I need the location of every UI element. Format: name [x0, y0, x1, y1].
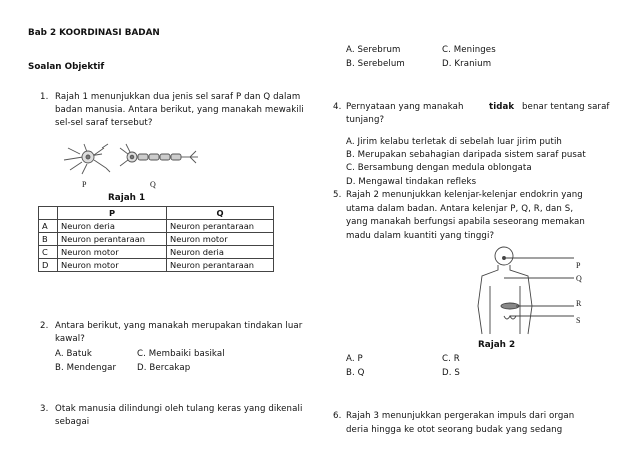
table-cell-p: Neuron motor — [58, 246, 167, 259]
q4-option-a[interactable]: A. Jirim kelabu terletak di sebelah luar jirim putih — [346, 137, 562, 147]
q5-text-line1: Rajah 2 menunjukkan kelenjar-kelenjar endokrin yang — [346, 190, 583, 200]
q2-option-a[interactable]: A. Batuk — [55, 349, 92, 359]
table-header-p: P — [58, 207, 167, 220]
table-header-blank — [39, 207, 58, 220]
q4-option-c[interactable]: C. Bersambung dengan medula oblongata — [346, 163, 532, 173]
q5-option-b[interactable]: B. Q — [346, 368, 365, 378]
q1-text-line2: badan manusia. Antara berikut, yang manakah mewakili — [55, 105, 304, 115]
q4-text-line1-start: Pernyataan yang manakah — [346, 102, 464, 112]
q4-option-d[interactable]: D. Mengawal tindakan refleks — [346, 177, 477, 187]
table-option-letter: A — [39, 220, 58, 233]
chapter-title: Bab 2 KOORDINASI BADAN — [28, 28, 160, 38]
q1-options-table — [38, 206, 274, 272]
table-cell-p: Neuron deria — [58, 220, 167, 233]
endocrine-figure — [470, 246, 580, 336]
q1-text-line1: Rajah 1 menunjukkan dua jenis sel saraf P dan Q dalam — [55, 92, 301, 102]
table-header-row — [39, 207, 274, 220]
figure2-label-q: Q — [576, 274, 582, 283]
q3-option-d[interactable]: D. Kranium — [442, 59, 492, 69]
q5-text-line4: madu dalam kuantiti yang tinggi? — [346, 231, 495, 241]
q5-option-a[interactable]: A. P — [346, 354, 363, 364]
table-cell-p: Neuron perantaraan — [58, 233, 167, 246]
table-option-letter: C — [39, 246, 58, 259]
figure2-label-p: P — [576, 261, 581, 270]
q3-option-c[interactable]: C. Meninges — [442, 45, 496, 55]
table-cell-p: Neuron motor — [58, 259, 167, 272]
q5-option-c[interactable]: C. R — [442, 354, 460, 364]
q5-text-line2: utama dalam badan. Antara kelenjar P, Q, R, dan S, — [346, 204, 574, 214]
neuron-figure — [62, 140, 212, 180]
table-option-letter: B — [39, 233, 58, 246]
q5-option-d[interactable]: D. S — [442, 368, 460, 378]
table-header-q: Q — [167, 207, 274, 220]
q4-number: 4. — [333, 102, 342, 112]
table-row-b[interactable] — [39, 233, 274, 246]
q2-option-c[interactable]: C. Membaiki basikal — [137, 349, 225, 359]
table-row-a[interactable] — [39, 220, 274, 233]
figure2-caption: Rajah 2 — [478, 340, 516, 350]
body-outline — [478, 265, 532, 334]
table-cell-q: Neuron deria — [167, 246, 274, 259]
q3-text-line2: sebagai — [55, 417, 90, 427]
table-cell-q: Neuron motor — [167, 233, 274, 246]
figure1-caption: Rajah 1 — [108, 193, 146, 203]
q3-text-line1: Otak manusia dilindungi oleh tulang keras yang dikenali — [55, 404, 303, 414]
table-row-c[interactable] — [39, 246, 274, 259]
q2-number: 2. — [40, 321, 49, 331]
q4-text-emphasis: tidak — [489, 102, 515, 112]
figure1-label-p: P — [82, 180, 87, 189]
q4-option-b[interactable]: B. Merupakan sebahagian daripada sistem saraf pusat — [346, 150, 586, 160]
table-option-letter: D — [39, 259, 58, 272]
q3-option-b[interactable]: B. Serebelum — [346, 59, 405, 69]
section-title: Soalan Objektif — [28, 62, 105, 72]
figure1-label-q: Q — [150, 180, 156, 189]
head-outline — [495, 247, 513, 265]
q2-text-line1: Antara berikut, yang manakah merupakan tindakan luar — [55, 321, 303, 331]
q6-number: 6. — [333, 411, 342, 421]
q3-number: 3. — [40, 404, 49, 414]
q2-text-line2: kawal? — [55, 334, 85, 344]
q4-text-line1-end: benar tentang saraf — [522, 102, 610, 112]
figure2-label-s: S — [576, 316, 581, 325]
q1-text-line3: sel-sel saraf tersebut? — [55, 118, 153, 128]
neuron-p-drawing — [64, 144, 110, 174]
q6-text-line1: Rajah 3 menunjukkan pergerakan impuls dari organ — [346, 411, 575, 421]
q2-option-b[interactable]: B. Mendengar — [55, 363, 117, 373]
q5-number: 5. — [333, 190, 342, 200]
q5-text-line3: yang manakah berfungsi apabila seseorang memakan — [346, 217, 585, 227]
q3-option-a[interactable]: A. Serebrum — [346, 45, 401, 55]
table-cell-q: Neuron perantaraan — [167, 259, 274, 272]
q1-number: 1. — [40, 92, 49, 102]
q6-text-line2: deria hingga ke otot seorang budak yang sedang — [346, 425, 563, 435]
table-row-d[interactable] — [39, 259, 274, 272]
q4-text-line2: tunjang? — [346, 115, 385, 125]
gland-s — [504, 316, 516, 319]
q2-option-d[interactable]: D. Bercakap — [137, 363, 191, 373]
neuron-q-drawing — [120, 144, 198, 166]
table-cell-q: Neuron perantaraan — [167, 220, 274, 233]
figure2-label-r: R — [576, 299, 582, 308]
